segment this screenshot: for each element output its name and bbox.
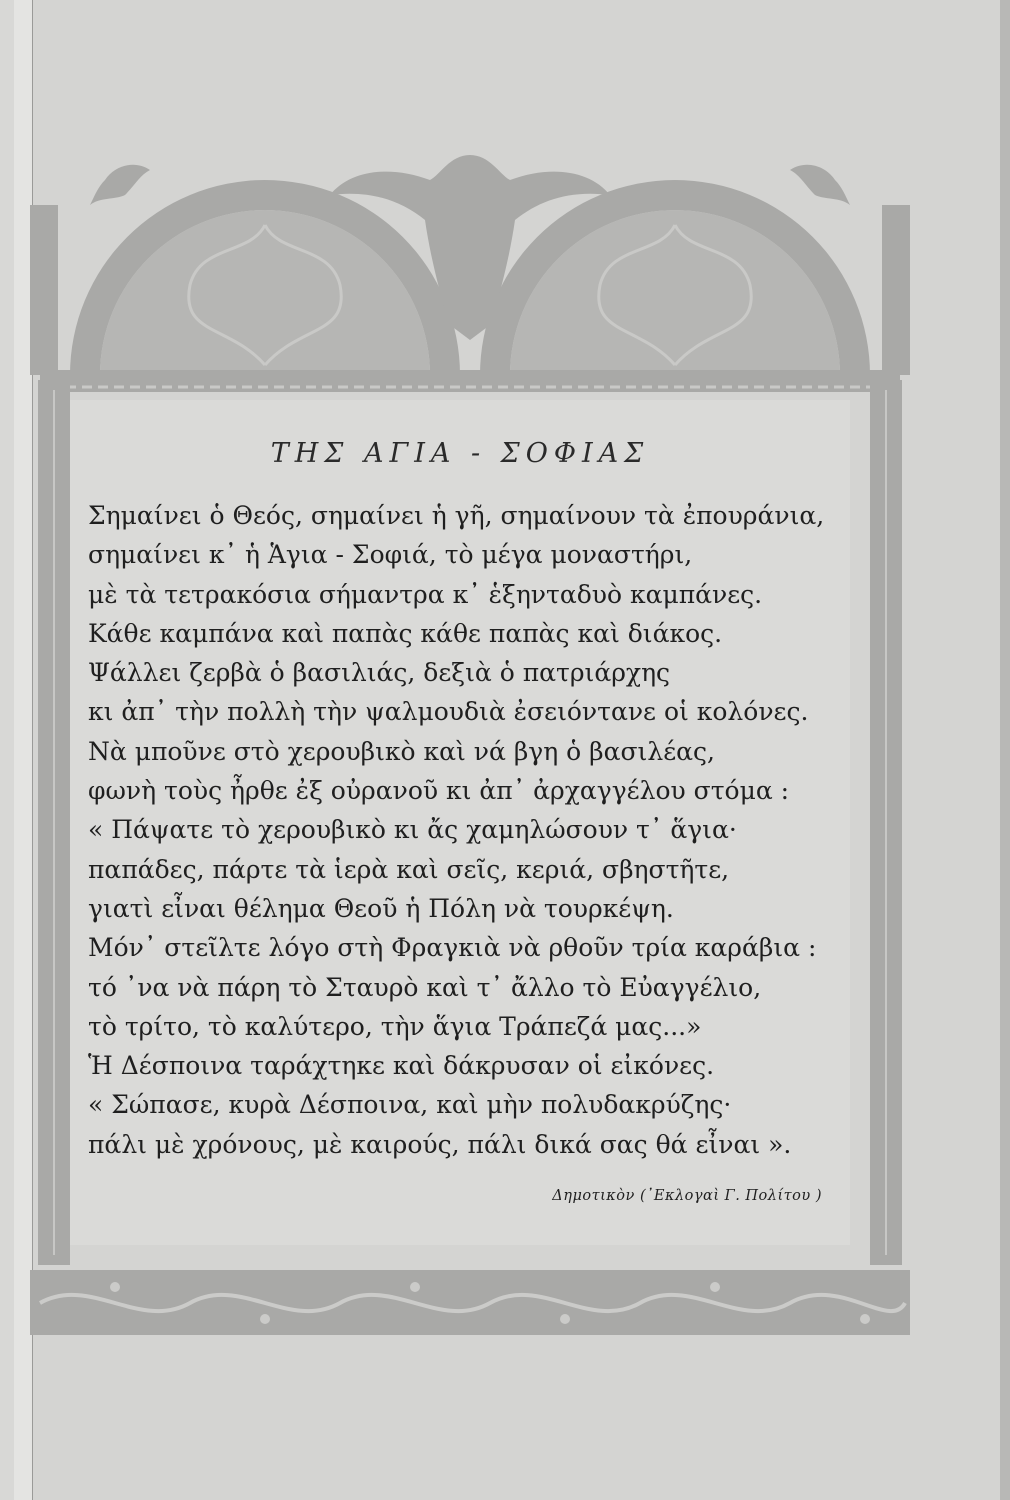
- verse-line: Κάθε καμπάνα καὶ παπὰς κάθε παπὰς καὶ διάκος.: [88, 618, 723, 648]
- verse-line: τὸ τρίτο, τὸ καλύτερο, τὴν ἅγια Τράπεζά μας...»: [88, 1011, 702, 1041]
- verse-line: « Σώπασε, κυρὰ Δέσποινα, καὶ μὴν πολυδακρύζης·: [88, 1090, 732, 1120]
- verse-line: γιατὶ εἶναι θέλημα Θεοῦ ἡ Πόλη νὰ τουρκέψη.: [88, 893, 674, 923]
- page-outer-edge: [1000, 0, 1010, 1500]
- verse-line: Ἡ Δέσποινα ταράχτηκε καὶ δάκρυσαν οἱ εἰκόνες.: [88, 1051, 715, 1081]
- verse-line: φωνὴ τοὺς ἦρθε ἐξ οὐρανοῦ κι ἀπ᾽ ἀρχαγγέλου στόμα :: [88, 776, 790, 806]
- poem-verses: [88, 496, 858, 1164]
- verse-line: Ψάλλει ζερβὰ ὁ βασιλιάς, δεξιὰ ὁ πατριάρχης: [88, 658, 671, 688]
- verse-line: « Πάψατε τὸ χερουβικὸ κι ἄς χαμηλώσουν τ᾽ ἅγια·: [88, 815, 737, 845]
- verse-line: παπάδες, πάρτε τὰ ἱερὰ καὶ σεῖς, κεριά, σβηστῆτε,: [88, 854, 730, 884]
- verse-line: κι ἀπ᾽ τὴν πολλὴ τὴν ψαλμουδιὰ ἐσειόντανε οἱ κολόνες.: [88, 697, 809, 727]
- verse-line: τό ᾽να νὰ πάρη τὸ Σταυρὸ καὶ τ᾽ ἄλλο τὸ Εὐαγγέλιο,: [88, 972, 762, 1002]
- verse-line: μὲ τὰ τετρακόσια σήμαντρα κ᾽ ἑξηνταδυὸ καμπάνες.: [88, 579, 763, 609]
- verse-line: Σημαίνει ὁ Θεός, σημαίνει ἡ γῆ, σημαίνουν τὰ ἐπουράνια,: [88, 501, 825, 530]
- poem-title: ΤΗΣ ΑΓΙΑ - ΣΟΦΙΑΣ: [270, 438, 650, 469]
- verse-line: πάλι μὲ χρόνους, μὲ καιρούς, πάλι δικά σας θά εἶναι ».: [88, 1129, 792, 1159]
- verse-line: Νὰ μποῦνε στὸ χερουβικὸ καὶ νά βγη ὁ βασιλέας,: [88, 736, 715, 766]
- ornamental-footer-border: [30, 1265, 910, 1340]
- poem-source-citation: Δημοτικὸν (᾽Εκλογαὶ Γ. Πολίτου ): [552, 1188, 822, 1204]
- verse-line: Μόν᾽ στεῖλτε λόγο στὴ Φραγκιὰ νὰ ρθοῦν τρία καράβια :: [88, 933, 817, 963]
- poem-panel: [70, 400, 850, 1245]
- verse-line: σημαίνει κ᾽ ἡ Ἁγια - Σοφιά, τὸ μέγα μοναστήρι,: [88, 540, 693, 570]
